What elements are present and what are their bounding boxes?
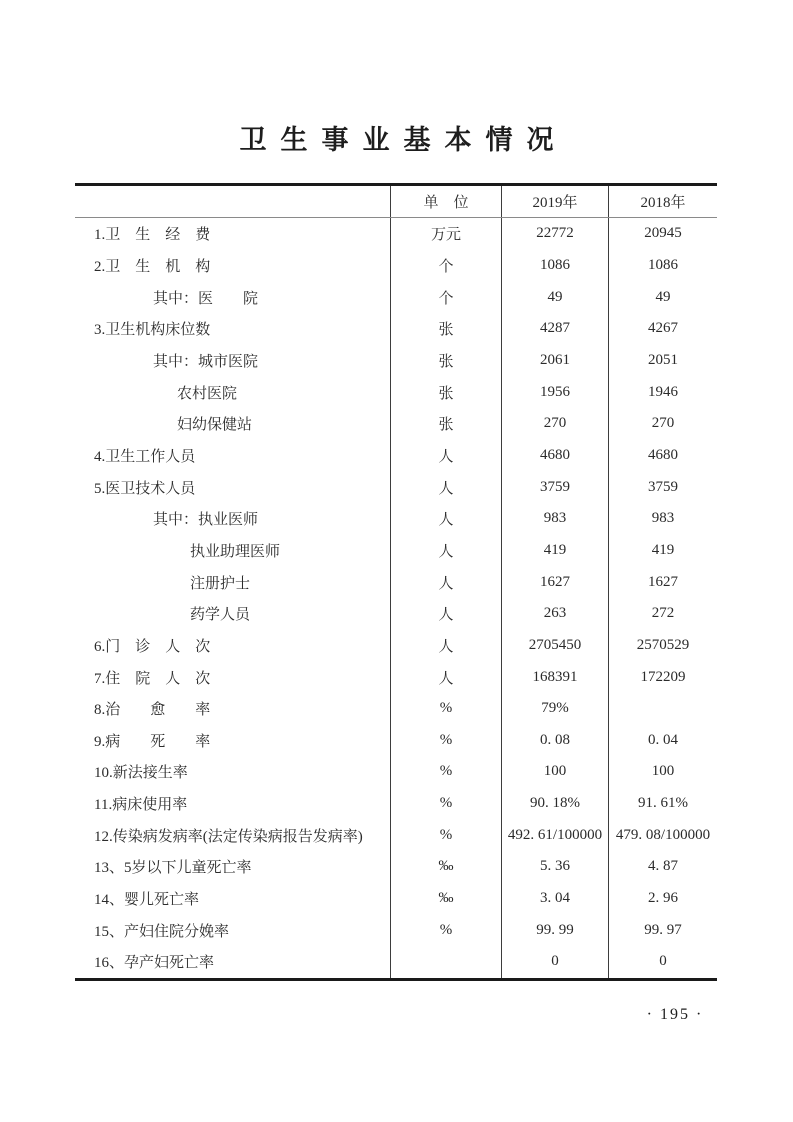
row-value-2018: 1946 bbox=[608, 376, 717, 408]
table-row bbox=[75, 535, 717, 567]
row-value-2018: 983 bbox=[608, 503, 717, 535]
table-row bbox=[75, 503, 717, 535]
row-unit: % bbox=[390, 819, 501, 851]
table-row bbox=[75, 725, 717, 757]
row-value-2018: 1086 bbox=[608, 250, 717, 282]
row-unit: % bbox=[390, 725, 501, 757]
row-value-2019: 1627 bbox=[501, 566, 608, 598]
table-row bbox=[75, 819, 717, 851]
table-row bbox=[75, 471, 717, 503]
table-row bbox=[75, 250, 717, 282]
table-body bbox=[75, 218, 717, 978]
row-value-2018: 2570529 bbox=[608, 630, 717, 662]
table-row bbox=[75, 851, 717, 883]
row-value-2019: 3759 bbox=[501, 471, 608, 503]
row-label: 14、婴儿死亡率 bbox=[94, 892, 200, 909]
row-unit: ‰ bbox=[390, 883, 501, 915]
row-unit: % bbox=[390, 693, 501, 725]
row-value-2019: 492. 61/100000 bbox=[501, 819, 608, 851]
row-label: 药学人员 bbox=[190, 607, 251, 624]
row-value-2018: 20945 bbox=[608, 218, 717, 250]
row-value-2019: 4287 bbox=[501, 313, 608, 345]
row-unit: 人 bbox=[390, 440, 501, 472]
row-value-2019: 168391 bbox=[501, 661, 608, 693]
row-unit: 张 bbox=[390, 313, 501, 345]
row-value-2018: 479. 08/100000 bbox=[608, 819, 717, 851]
row-label: 16、孕产妇死亡率 bbox=[94, 955, 215, 972]
row-value-2018: 172209 bbox=[608, 661, 717, 693]
row-value-2019: 3. 04 bbox=[501, 883, 608, 915]
table-row bbox=[75, 281, 717, 313]
table-row bbox=[75, 376, 717, 408]
table-row bbox=[75, 693, 717, 725]
row-value-2019: 270 bbox=[501, 408, 608, 440]
table-row bbox=[75, 566, 717, 598]
row-label: 其中：医 院 bbox=[153, 290, 259, 307]
row-value-2019: 1956 bbox=[501, 376, 608, 408]
row-value-2019: 49 bbox=[501, 281, 608, 313]
row-value-2019: 2061 bbox=[501, 345, 608, 377]
row-value-2019: 4680 bbox=[501, 440, 608, 472]
row-unit: 人 bbox=[390, 661, 501, 693]
row-value-2018: 4. 87 bbox=[608, 851, 717, 883]
row-label: 2.卫 生 机 构 bbox=[94, 258, 211, 275]
row-label: 1.卫 生 经 费 bbox=[94, 227, 211, 244]
row-value-2018: 3759 bbox=[608, 471, 717, 503]
row-label: 执业助理医师 bbox=[190, 543, 281, 560]
table-row bbox=[75, 788, 717, 820]
row-unit: 万元 bbox=[390, 218, 501, 250]
row-value-2018 bbox=[608, 693, 717, 725]
row-unit: % bbox=[390, 914, 501, 946]
row-unit: 人 bbox=[390, 503, 501, 535]
table-row bbox=[75, 408, 717, 440]
table-row bbox=[75, 756, 717, 788]
row-label: 3.卫生机构床位数 bbox=[94, 322, 211, 339]
table-row bbox=[75, 946, 717, 978]
row-unit: ‰ bbox=[390, 851, 501, 883]
row-label: 9.病 死 率 bbox=[94, 733, 211, 750]
table-row bbox=[75, 883, 717, 915]
row-unit: 个 bbox=[390, 281, 501, 313]
table-row bbox=[75, 218, 717, 250]
row-value-2019: 99. 99 bbox=[501, 914, 608, 946]
row-value-2018: 49 bbox=[608, 281, 717, 313]
page-number: · 195 · bbox=[646, 1006, 704, 1023]
table-header-row bbox=[75, 186, 717, 218]
row-value-2018: 270 bbox=[608, 408, 717, 440]
row-value-2019: 983 bbox=[501, 503, 608, 535]
row-label: 10.新法接生率 bbox=[94, 765, 188, 782]
health-statistics-table bbox=[75, 183, 717, 981]
row-label: 其中：执业医师 bbox=[153, 512, 259, 529]
page-title: 卫生事业基本情况 bbox=[239, 125, 568, 155]
row-value-2018: 4267 bbox=[608, 313, 717, 345]
row-label: 5.医卫技术人员 bbox=[94, 480, 196, 497]
row-value-2019: 2705450 bbox=[501, 630, 608, 662]
table-row bbox=[75, 345, 717, 377]
column-header-2019: 2019年 bbox=[501, 186, 608, 217]
row-value-2018: 419 bbox=[608, 535, 717, 567]
row-value-2019: 22772 bbox=[501, 218, 608, 250]
row-value-2018: 99. 97 bbox=[608, 914, 717, 946]
row-value-2019: 263 bbox=[501, 598, 608, 630]
row-label: 4.卫生工作人员 bbox=[94, 448, 196, 465]
row-unit: 个 bbox=[390, 250, 501, 282]
row-label: 7.住 院 人 次 bbox=[94, 670, 211, 687]
row-value-2018: 0 bbox=[608, 946, 717, 978]
row-label: 6.门 诊 人 次 bbox=[94, 638, 211, 655]
table-row bbox=[75, 313, 717, 345]
row-value-2019: 0 bbox=[501, 946, 608, 978]
row-value-2018: 0. 04 bbox=[608, 725, 717, 757]
row-label: 其中：城市医院 bbox=[153, 353, 259, 370]
row-label: 15、产妇住院分娩率 bbox=[94, 923, 230, 940]
row-value-2019: 419 bbox=[501, 535, 608, 567]
row-unit: 人 bbox=[390, 471, 501, 503]
row-unit: 张 bbox=[390, 408, 501, 440]
row-label: 农村医院 bbox=[177, 385, 238, 402]
row-unit: % bbox=[390, 756, 501, 788]
row-unit: % bbox=[390, 788, 501, 820]
row-label: 12.传染病发病率(法定传染病报告发病率) bbox=[94, 828, 363, 845]
row-unit bbox=[390, 946, 501, 978]
row-value-2018: 1627 bbox=[608, 566, 717, 598]
row-value-2019: 1086 bbox=[501, 250, 608, 282]
row-unit: 人 bbox=[390, 566, 501, 598]
row-value-2019: 100 bbox=[501, 756, 608, 788]
row-label: 13、5岁以下儿童死亡率 bbox=[94, 860, 252, 877]
row-unit: 人 bbox=[390, 630, 501, 662]
row-value-2018: 2051 bbox=[608, 345, 717, 377]
column-header-2018: 2018年 bbox=[608, 186, 717, 217]
row-label: 注册护士 bbox=[190, 575, 251, 592]
row-label: 11.病床使用率 bbox=[94, 797, 188, 814]
row-value-2019: 79% bbox=[501, 693, 608, 725]
row-unit: 人 bbox=[390, 535, 501, 567]
row-value-2019: 90. 18% bbox=[501, 788, 608, 820]
row-unit: 张 bbox=[390, 345, 501, 377]
table-row bbox=[75, 914, 717, 946]
column-header-blank bbox=[75, 186, 390, 217]
row-value-2018: 4680 bbox=[608, 440, 717, 472]
column-header-unit: 单 位 bbox=[390, 186, 501, 217]
row-value-2018: 272 bbox=[608, 598, 717, 630]
table-row bbox=[75, 630, 717, 662]
table-row bbox=[75, 598, 717, 630]
row-unit: 张 bbox=[390, 376, 501, 408]
row-label: 8.治 愈 率 bbox=[94, 702, 211, 719]
row-label: 妇幼保健站 bbox=[177, 417, 253, 434]
table-row bbox=[75, 661, 717, 693]
row-value-2018: 100 bbox=[608, 756, 717, 788]
row-value-2018: 2. 96 bbox=[608, 883, 717, 915]
row-value-2018: 91. 61% bbox=[608, 788, 717, 820]
row-unit: 人 bbox=[390, 598, 501, 630]
row-value-2019: 5. 36 bbox=[501, 851, 608, 883]
table-row bbox=[75, 440, 717, 472]
row-value-2019: 0. 08 bbox=[501, 725, 608, 757]
